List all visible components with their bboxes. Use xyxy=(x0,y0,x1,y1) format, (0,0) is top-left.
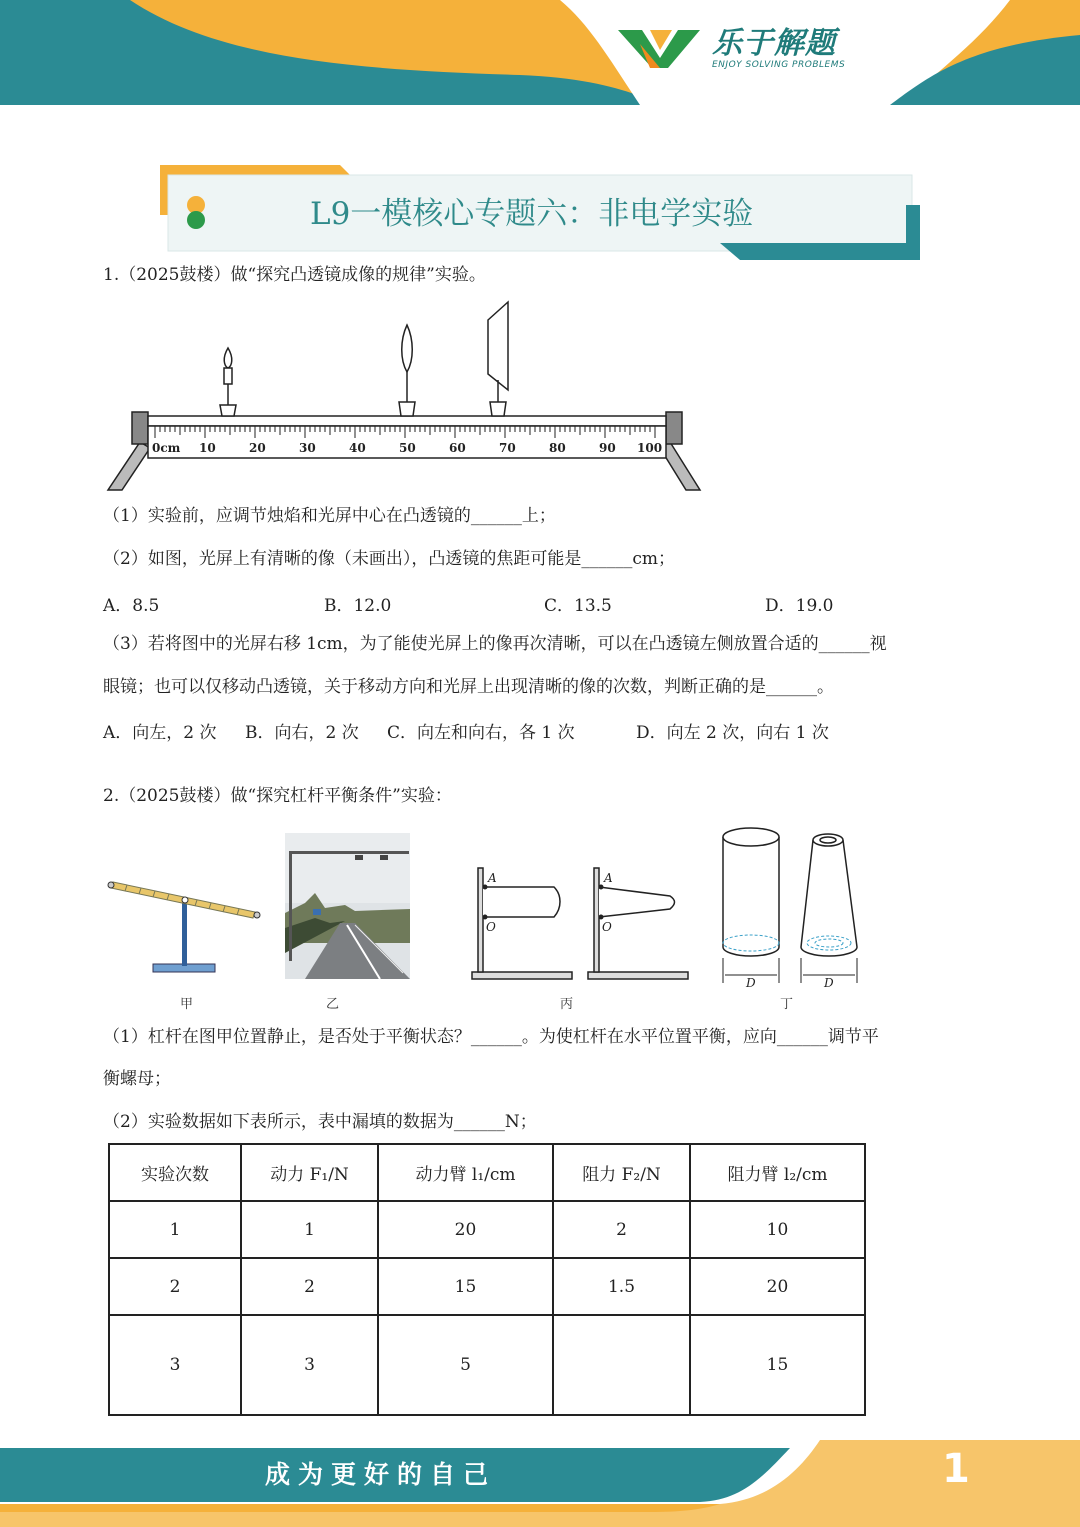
table-cell: 3 xyxy=(109,1315,241,1415)
table-cell: 2 xyxy=(553,1201,690,1258)
ruler-label: 10 xyxy=(199,441,216,455)
ruler-label: 60 xyxy=(449,441,466,455)
diameter-d-label: D xyxy=(746,976,756,990)
ruler-label: 50 xyxy=(399,441,416,455)
table-cell: 1.5 xyxy=(553,1258,690,1315)
q2-stem: 2.（2025鼓楼）做“探究杠杆平衡条件”实验： xyxy=(103,786,452,806)
table-cell: 20 xyxy=(378,1201,553,1258)
q1-p3-choice-a: A．向左，2 次 xyxy=(103,723,217,743)
ruler-label: 80 xyxy=(549,441,566,455)
q1-part1: （1）实验前，应调节烛焰和光屏中心在凸透镜的______上； xyxy=(103,506,556,526)
brand-subtitle: ENJOY SOLVING PROBLEMS xyxy=(712,60,846,70)
light-screen-icon xyxy=(488,302,508,416)
table-row xyxy=(109,1258,865,1315)
table-header-cell: 动力 F₁/N xyxy=(241,1144,378,1201)
header-banner xyxy=(0,0,1080,110)
q1-choice-d: D．19.0 xyxy=(765,596,834,616)
street-photo-yi xyxy=(285,833,410,979)
lever-figure-jia xyxy=(105,870,265,980)
point-a-label: A xyxy=(488,871,497,885)
ruler-label: 0cm xyxy=(152,441,181,455)
table-row xyxy=(109,1315,865,1415)
q1-part3-line1: （3）若将图中的光屏右移 1cm，为了能使光屏上的像再次清晰，可以在凸透镜左侧放置合适的______视 xyxy=(103,634,887,654)
table-cell: 1 xyxy=(109,1201,241,1258)
table-cell: 15 xyxy=(378,1258,553,1315)
table-header-cell: 阻力臂 l₂/cm xyxy=(690,1144,865,1201)
point-o-label: O xyxy=(602,920,612,934)
q1-part3-line2: 眼镜；也可以仅移动凸透镜，关于移动方向和光屏上出现清晰的像的次数，判断正确的是______。 xyxy=(103,677,834,697)
q1-choice-c: C．13.5 xyxy=(544,596,612,616)
q1-choice-a: A．8.5 xyxy=(103,596,160,616)
footer-banner xyxy=(0,1440,1080,1527)
table-cell: 20 xyxy=(690,1258,865,1315)
lever-data-table xyxy=(108,1143,866,1416)
q1-stem: 1.（2025鼓楼）做“探究凸透镜成像的规律”实验。 xyxy=(103,265,486,285)
page-number: 1 xyxy=(942,1446,970,1492)
caption-jia: 甲 xyxy=(180,997,194,1012)
table-row xyxy=(109,1201,865,1258)
point-o-label: O xyxy=(486,920,496,934)
table-cell: 3 xyxy=(241,1315,378,1415)
q1-p3-choice-b: B．向右，2 次 xyxy=(245,723,359,743)
q1-choice-b: B．12.0 xyxy=(324,596,392,616)
optical-bench-figure xyxy=(100,290,720,495)
caption-yi: 乙 xyxy=(326,997,340,1012)
table-cell: 10 xyxy=(690,1201,865,1258)
page-title: L9一模核心专题六：非电学实验 xyxy=(310,196,754,232)
ruler-label: 40 xyxy=(349,441,366,455)
brand-name: 乐于解题 xyxy=(712,26,836,61)
table-header-cell: 实验次数 xyxy=(109,1144,241,1201)
table-header-cell: 阻力 F₂/N xyxy=(553,1144,690,1201)
ruler-label: 70 xyxy=(499,441,516,455)
table-cell: 1 xyxy=(241,1201,378,1258)
table-header-row xyxy=(109,1144,865,1201)
table-cell: 5 xyxy=(378,1315,553,1415)
diameter-d-label: D xyxy=(824,976,834,990)
cylinder-shapes-figure-ding xyxy=(715,825,865,990)
q1-p3-choice-d: D．向左 2 次，向右 1 次 xyxy=(636,723,829,743)
candle-icon xyxy=(220,348,236,416)
point-a-label: A xyxy=(604,871,613,885)
caption-bing: 丙 xyxy=(560,997,574,1012)
footer-slogan: 成为更好的自己 xyxy=(265,1460,497,1489)
table-cell-missing xyxy=(553,1315,690,1415)
table-cell: 2 xyxy=(109,1258,241,1315)
convex-lens-icon xyxy=(399,325,415,416)
caption-ding: 丁 xyxy=(780,997,794,1012)
q2-part1-line2: 衡螺母； xyxy=(103,1069,171,1089)
ruler-label: 20 xyxy=(249,441,266,455)
q2-part2: （2）实验数据如下表所示，表中漏填的数据为______N； xyxy=(103,1112,537,1132)
ruler-label: 30 xyxy=(299,441,316,455)
q1-part2: （2）如图，光屏上有清晰的像（未画出），凸透镜的焦距可能是______cm； xyxy=(103,549,675,569)
q2-part1-line1: （1）杠杆在图甲位置静止，是否处于平衡状态？______。为使杠杆在水平位置平衡，应向______调节平 xyxy=(103,1027,879,1047)
ruler-label: 90 xyxy=(599,441,616,455)
cylinder-stand-figure-bing xyxy=(470,860,690,982)
ruler-label: 100 xyxy=(637,441,663,455)
table-cell: 2 xyxy=(241,1258,378,1315)
table-header-cell: 动力臂 l₁/cm xyxy=(378,1144,553,1201)
table-cell: 15 xyxy=(690,1315,865,1415)
q1-p3-choice-c: C．向左和向右，各 1 次 xyxy=(387,723,575,743)
